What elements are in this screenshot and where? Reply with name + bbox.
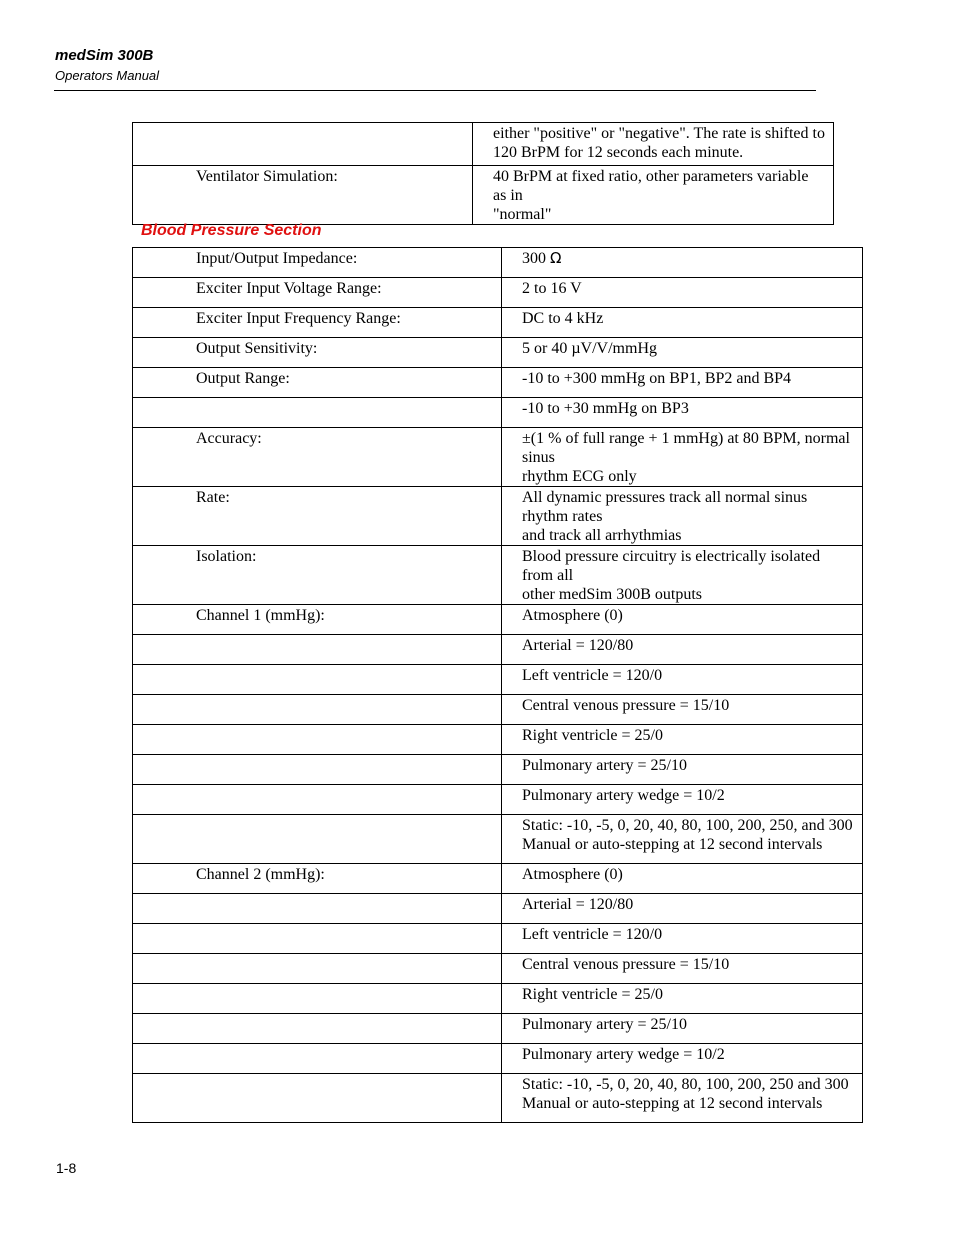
spec-value-line: and track all arrhythmias: [522, 527, 682, 544]
spec-label: Channel 2 (mmHg):: [133, 864, 502, 894]
spec-value-line: All dynamic pressures track all normal sinus rhythm rates: [522, 489, 808, 525]
spec-label: [133, 954, 502, 984]
spec-value: Atmosphere (0): [502, 605, 863, 635]
table-row: [133, 1044, 863, 1074]
spec-label: Rate:: [133, 487, 502, 546]
spec-value: Left ventricle = 120/0: [502, 924, 863, 954]
spec-label: [133, 984, 502, 1014]
spec-value-line: Manual or auto-stepping at 12 second intervals: [522, 1095, 823, 1112]
spec-value-line: Manual or auto-stepping at 12 second intervals: [522, 836, 823, 853]
spec-value-line: 120 BrPM for 12 seconds each minute.: [493, 144, 744, 161]
spec-label: [133, 123, 473, 166]
spec-label: [133, 815, 502, 864]
document-subtitle: Operators Manual: [55, 68, 160, 83]
spec-label: [133, 665, 502, 695]
spec-label: Isolation:: [133, 546, 502, 605]
spec-value-line: Static: -10, -5, 0, 20, 40, 80, 100, 200, 250, and 300: [522, 817, 853, 834]
table-row: [133, 725, 863, 755]
table-row: [133, 755, 863, 785]
spec-value: Right ventricle = 25/0: [502, 725, 863, 755]
table-row: [133, 815, 863, 864]
spec-label: Accuracy:: [133, 428, 502, 487]
spec-value: [502, 815, 863, 864]
spec-label: [133, 894, 502, 924]
table-row: [133, 166, 834, 225]
table-row: [133, 1014, 863, 1044]
spec-value: [473, 123, 834, 166]
table-row: [133, 487, 863, 546]
table-row: [133, 695, 863, 725]
spec-value: Pulmonary artery wedge = 10/2: [502, 785, 863, 815]
continued-spec-table: [132, 122, 834, 225]
spec-value: Pulmonary artery = 25/10: [502, 755, 863, 785]
spec-value-line: Blood pressure circuitry is electrically isolated from all: [522, 548, 821, 584]
spec-label: Channel 1 (mmHg):: [133, 605, 502, 635]
spec-value: Central venous pressure = 15/10: [502, 954, 863, 984]
omega-symbol: Ω: [550, 249, 562, 267]
spec-value: Arterial = 120/80: [502, 894, 863, 924]
table-row: [133, 123, 834, 166]
spec-value-line: 40 BrPM at fixed ratio, other parameters variable as in: [493, 168, 809, 204]
spec-label: Input/Output Impedance:: [133, 248, 502, 278]
spec-value: Central venous pressure = 15/10: [502, 695, 863, 725]
table-row: [133, 278, 863, 308]
spec-value: Pulmonary artery = 25/10: [502, 1014, 863, 1044]
spec-value-line: other medSim 300B outputs: [522, 586, 702, 603]
table-row: [133, 894, 863, 924]
spec-value: -10 to +300 mmHg on BP1, BP2 and BP4: [502, 368, 863, 398]
spec-value: Right ventricle = 25/0: [502, 984, 863, 1014]
spec-label: [133, 785, 502, 815]
spec-value: DC to 4 kHz: [502, 308, 863, 338]
table-row: [133, 954, 863, 984]
spec-value: [502, 546, 863, 605]
spec-value: [502, 428, 863, 487]
blood-pressure-spec-table: [132, 247, 863, 1123]
spec-value: [502, 487, 863, 546]
spec-value-line: "normal": [493, 206, 552, 223]
spec-value-line: Static: -10, -5, 0, 20, 40, 80, 100, 200, 250 and 300: [522, 1076, 849, 1093]
spec-value: -10 to +30 mmHg on BP3: [502, 398, 863, 428]
spec-value: 5 or 40 µV/V/mmHg: [502, 338, 863, 368]
spec-value: [502, 248, 863, 278]
spec-value: [502, 1074, 863, 1123]
spec-value: 2 to 16 V: [502, 278, 863, 308]
spec-value-line: ±(1 % of full range + 1 mmHg) at 80 BPM, normal sinus: [522, 430, 850, 466]
table-row: [133, 665, 863, 695]
table-row: [133, 338, 863, 368]
spec-label: [133, 635, 502, 665]
spec-value: Atmosphere (0): [502, 864, 863, 894]
table-row: [133, 785, 863, 815]
spec-value-line: either "positive" or "negative". The rate is shifted to: [493, 125, 825, 142]
spec-label: [133, 725, 502, 755]
table-row: [133, 546, 863, 605]
section-heading: Blood Pressure Section: [141, 222, 322, 239]
spec-label: [133, 1044, 502, 1074]
document-title: medSim 300B: [55, 47, 154, 64]
table-row: [133, 368, 863, 398]
spec-value: [473, 166, 834, 225]
spec-label: [133, 695, 502, 725]
spec-value: Left ventricle = 120/0: [502, 665, 863, 695]
spec-label: [133, 1014, 502, 1044]
table-row: [133, 635, 863, 665]
table-row: [133, 864, 863, 894]
spec-value: Pulmonary artery wedge = 10/2: [502, 1044, 863, 1074]
table-row: [133, 308, 863, 338]
table-row: [133, 984, 863, 1014]
table-row: [133, 1074, 863, 1123]
spec-label: [133, 398, 502, 428]
table-row: [133, 398, 863, 428]
spec-label: Output Sensitivity:: [133, 338, 502, 368]
spec-value-line: rhythm ECG only: [522, 468, 637, 485]
spec-label: [133, 755, 502, 785]
spec-label: Output Range:: [133, 368, 502, 398]
spec-value: Arterial = 120/80: [502, 635, 863, 665]
spec-label: Exciter Input Voltage Range:: [133, 278, 502, 308]
table-row: [133, 428, 863, 487]
spec-label: [133, 924, 502, 954]
spec-label: Exciter Input Frequency Range:: [133, 308, 502, 338]
impedance-value: 300: [522, 250, 550, 267]
page-number: 1-8: [56, 1160, 77, 1176]
table-row: [133, 924, 863, 954]
spec-label: Ventilator Simulation:: [133, 166, 473, 225]
table-row: [133, 605, 863, 635]
spec-label: [133, 1074, 502, 1123]
header-rule: [54, 90, 816, 91]
table-row: [133, 248, 863, 278]
